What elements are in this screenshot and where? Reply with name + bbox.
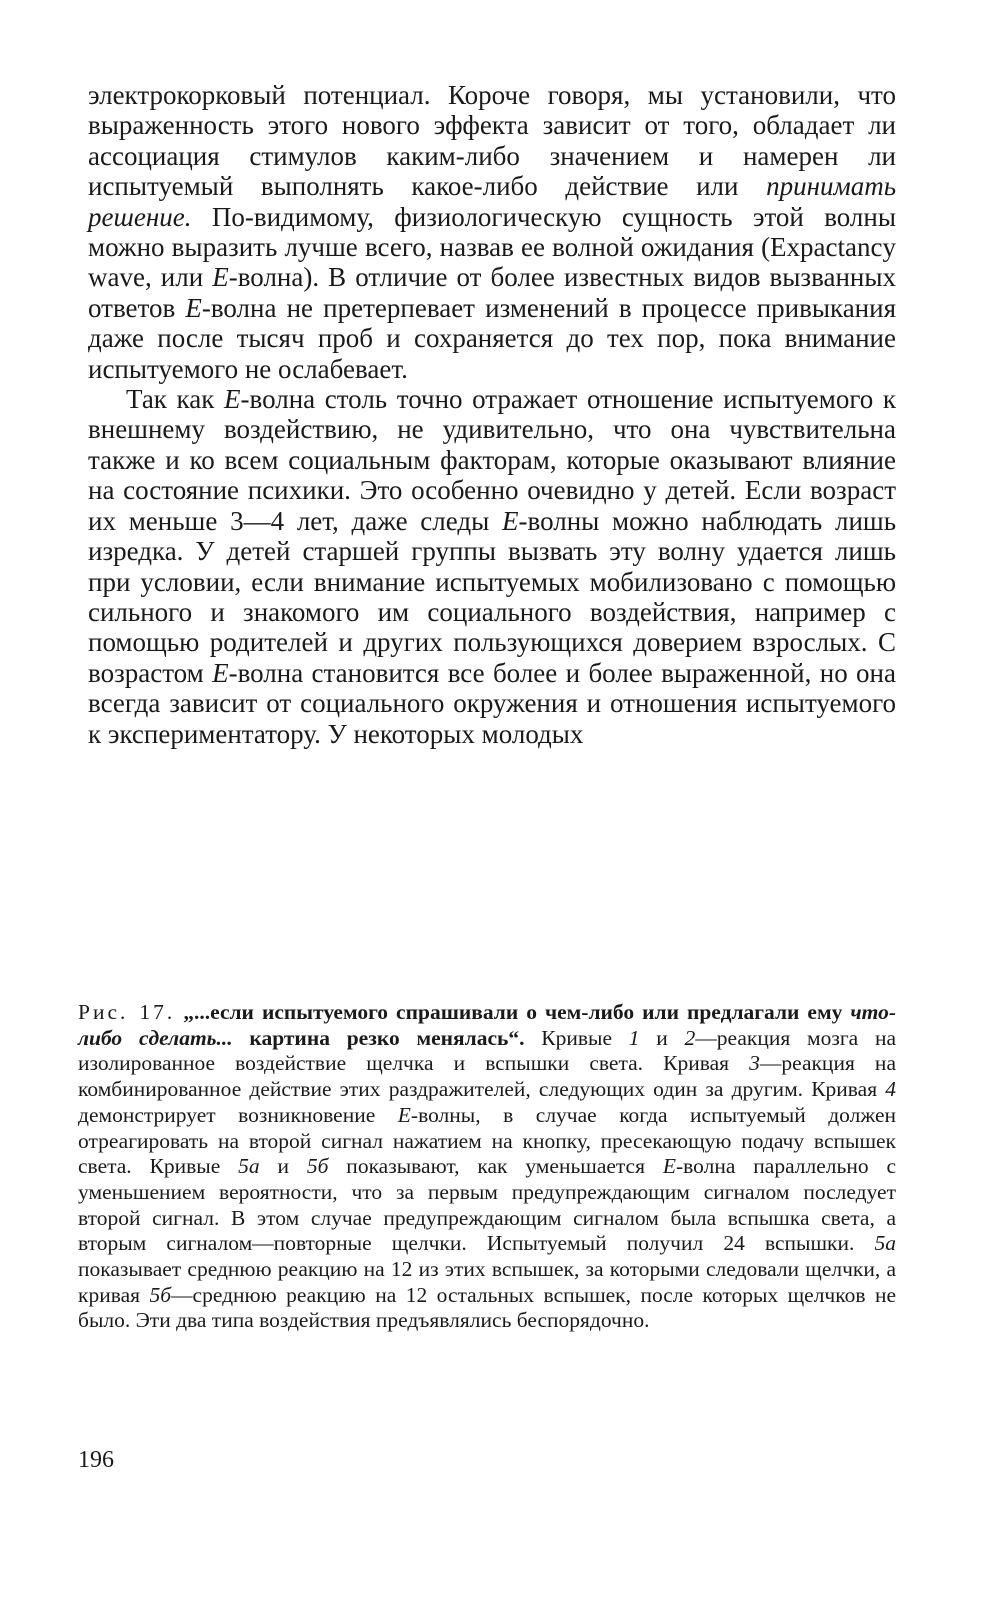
text-run: -волна не претерпевает изменений в процессе привыкания даже после тысяч проб и сохраняется до тех пор, пока внимание испытуемого не ослабевает. (88, 292, 896, 384)
curve-number: 1 (628, 1025, 640, 1050)
e-symbol: E (397, 1102, 411, 1127)
paragraph-2 (88, 384, 896, 749)
caption-text: показывают, как уменьшается (328, 1154, 663, 1179)
e-symbol: E (662, 1154, 676, 1179)
e-symbol: E (212, 657, 229, 688)
page-number: 196 (78, 1447, 114, 1473)
text-run: -волна). В отличие от более известных видов вызванных ответов (88, 262, 897, 323)
curve-number: 5а (874, 1231, 896, 1256)
main-text (88, 80, 896, 749)
text-run: -волна столь точно отражает отношение испытуемого к внешнему воздействию, не удивительно, что она чувствительна также и ко всем социальным факторам, которые оказывают влияние на состояние психики. Это особенно очевидно у детей. Если возраст их меньше 3—4 лет, даже следы (88, 384, 897, 536)
caption-text: и (259, 1154, 307, 1179)
caption-text: —реакция мозга на изолированное воздействие щелчка и вспышки света. Кривая (78, 1025, 896, 1076)
text-run: Так как (126, 384, 225, 415)
e-symbol: E (212, 262, 229, 293)
e-symbol: E (502, 505, 519, 536)
caption-text: и (639, 1025, 685, 1050)
text-run: По-видимому, физиологическую сущность этой волны можно выразить лучше всего, назвав ее волной ожидания (Expactancy wave, или (88, 201, 896, 293)
emphasis: принимать решение. (88, 171, 896, 232)
text-run: -волны можно наблюдать лишь изредка. У детей старшей группы вызвать эту волну удается лишь при условии, если внимание испытуемых мобилизовано с помощью сильного и знакомого им социального воздействия, например с помощью родителей и других пользующихся доверием взрослых. С возрастом (88, 505, 897, 688)
curve-number: 4 (885, 1077, 896, 1102)
text-run: -волна становится все более и более выраженной, но она всегда зависит от социального окружения и отношения испытуемого к экспериментатору. У некоторых молодых (88, 657, 896, 749)
curve-number: 5б (149, 1282, 172, 1307)
caption-text: —среднюю реакцию на 12 остальных вспышек, после которых щелчков не было. Эти два типа воздействия предъявлялись беспорядочно. (78, 1282, 896, 1333)
caption-quote: „...если испытуемого спрашивали о чем-либо или предлагали ему (175, 1000, 851, 1024)
curve-number: 2 (684, 1025, 696, 1050)
figure-label: Рис. 17. (78, 1000, 176, 1024)
e-symbol: E (224, 384, 241, 415)
caption-quote: картина резко менялась“. (232, 1025, 525, 1050)
caption-text: демонстрирует возникновение (78, 1102, 398, 1127)
curve-number: 5б (306, 1154, 329, 1179)
curve-number: 5а (238, 1154, 260, 1179)
paragraph-1 (88, 80, 896, 384)
text-run: электрокорковый потенциал. Короче говоря, мы установили, что выраженность этого нового эффекта зависит от того, обладает ли ассоциация стимулов каким-либо значением и намерен ли испытуемый выполнять какое-либо действие или (88, 80, 896, 202)
e-symbol: E (185, 292, 202, 323)
caption-text: Кривые (524, 1025, 629, 1050)
caption-quote-emphasis: что-либо сделать... (78, 1000, 896, 1050)
caption-text: показывает среднюю реакцию на 12 из этих вспышек, за которыми следовали щелчки, а кривая (78, 1257, 896, 1307)
caption-text: -волны, в случае когда испытуемый должен отреагировать на второй сигнал нажатием на кнопку, пресекающую подачу вспышек света. Кривые (78, 1102, 896, 1179)
caption-text: -волна параллельно с уменьшением вероятности, что за первым предупреждающим сигналом последует второй сигнал. В этом случае предупреждающим сигналом была вспышка света, а вторым сигналом—повторные щелчки. Испытуемый получил 24 вспышки. (78, 1154, 896, 1256)
figure-caption (78, 1000, 896, 1334)
curve-number: 3 (749, 1051, 760, 1076)
caption-text: —реакция на комбинированное действие этих раздражителей, следующих один за другим. Кривая (78, 1051, 896, 1102)
